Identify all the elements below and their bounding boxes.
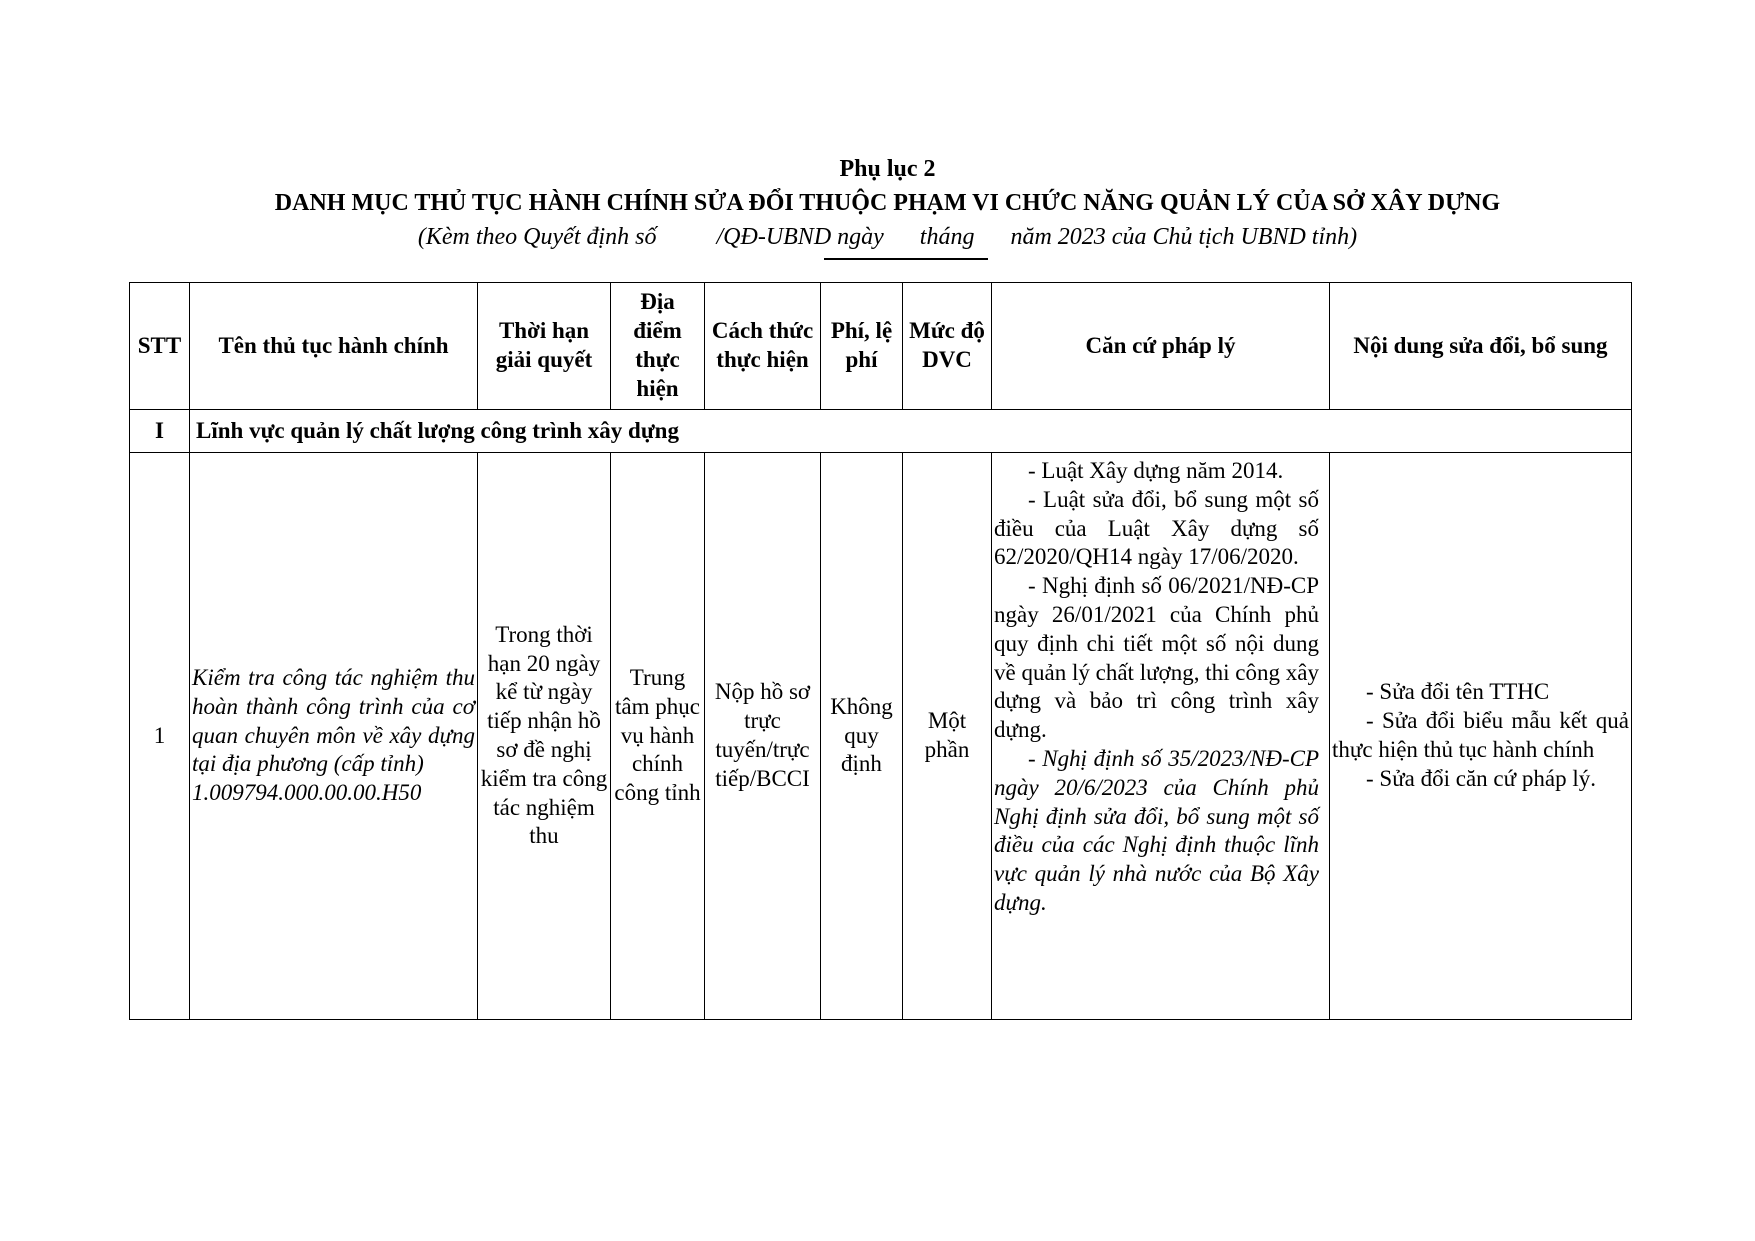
legal-item: - Nghị định số 06/2021/NĐ-CP ngày 26/01/2021 của Chính phủ quy định chi tiết một số nội dung về quản lý chất lượng, thi công xây dựng và bảo trì công trình xây dựng. bbox=[994, 573, 1319, 743]
column-header-service-level: Mức độ DVC bbox=[903, 283, 992, 410]
document-header bbox=[0, 152, 1755, 254]
legal-item: - Luật sửa đổi, bổ sung một số điều của Luật Xây dựng số 62/2020/QH14 ngày 17/06/2020. bbox=[994, 486, 1319, 570]
change-item: - Sửa đổi biểu mẫu kết quả thực hiện thủ tục hành chính bbox=[1332, 708, 1629, 762]
legal-item: - Luật Xây dựng năm 2014. bbox=[1028, 458, 1284, 483]
location-cell: Trung tâm phục vụ hành chính công tỉnh bbox=[611, 453, 705, 1020]
procedure-name-cell bbox=[190, 453, 478, 1020]
changes-cell bbox=[1330, 453, 1632, 1020]
procedures-table bbox=[129, 282, 1632, 1020]
fee-cell: Không quy định bbox=[821, 453, 903, 1020]
column-header-fee: Phí, lệ phí bbox=[821, 283, 903, 410]
deadline-cell: Trong thời hạn 20 ngày kể từ ngày tiếp nhận hồ sơ đề nghị kiểm tra công tác nghiệm thu bbox=[478, 453, 611, 1020]
method-cell: Nộp hồ sơ trực tuyến/trực tiếp/BCCI bbox=[705, 453, 821, 1020]
column-header-legal-basis: Căn cứ pháp lý bbox=[992, 283, 1330, 410]
column-header-deadline: Thời hạn giải quyết bbox=[478, 283, 611, 410]
legal-item: - Nghị định số 35/2023/NĐ-CP ngày 20/6/2023 của Chính phủ Nghị định sửa đổi, bổ sung một số điều của các Nghị định thuộc lĩnh vực quản lý nhà nước của Bộ Xây dựng. bbox=[994, 745, 1319, 915]
procedure-code: 1.009794.000.00.00.H50 bbox=[192, 780, 422, 806]
section-label: Lĩnh vực quản lý chất lượng công trình xây dựng bbox=[190, 410, 1632, 453]
change-item: - Sửa đổi căn cứ pháp lý. bbox=[1366, 765, 1596, 791]
header-underline bbox=[824, 258, 988, 260]
table-header-row bbox=[130, 283, 1632, 410]
section-number: I bbox=[130, 410, 190, 453]
document-title: DANH MỤC THỦ TỤC HÀNH CHÍNH SỬA ĐỔI THUỘC PHẠM VI CHỨC NĂNG QUẢN LÝ CỦA SỞ XÂY DỰNG bbox=[274, 190, 1501, 216]
table-row bbox=[130, 453, 1632, 1020]
column-header-location: Địa điểm thực hiện bbox=[611, 283, 705, 410]
document-subtitle: (Kèm theo Quyết định số /QĐ-UBND ngày tháng năm 2023 của Chủ tịch UBND tỉnh) bbox=[417, 224, 1358, 250]
service-level-cell: Một phần bbox=[903, 453, 992, 1020]
procedure-name: Kiểm tra công tác nghiệm thu hoàn thành công trình của cơ quan chuyên môn về xây dựng tại địa phương (cấp tỉnh) bbox=[192, 665, 475, 777]
change-item: - Sửa đổi tên TTHC bbox=[1366, 679, 1550, 705]
appendix-label: Phụ lục 2 bbox=[839, 156, 936, 182]
legal-basis-cell bbox=[992, 453, 1330, 1020]
column-header-changes: Nội dung sửa đổi, bổ sung bbox=[1330, 283, 1632, 410]
section-row bbox=[130, 410, 1632, 453]
column-header-stt: STT bbox=[130, 283, 190, 410]
column-header-method: Cách thức thực hiện bbox=[705, 283, 821, 410]
row-stt: 1 bbox=[130, 453, 190, 1020]
column-header-procedure-name: Tên thủ tục hành chính bbox=[190, 283, 478, 410]
